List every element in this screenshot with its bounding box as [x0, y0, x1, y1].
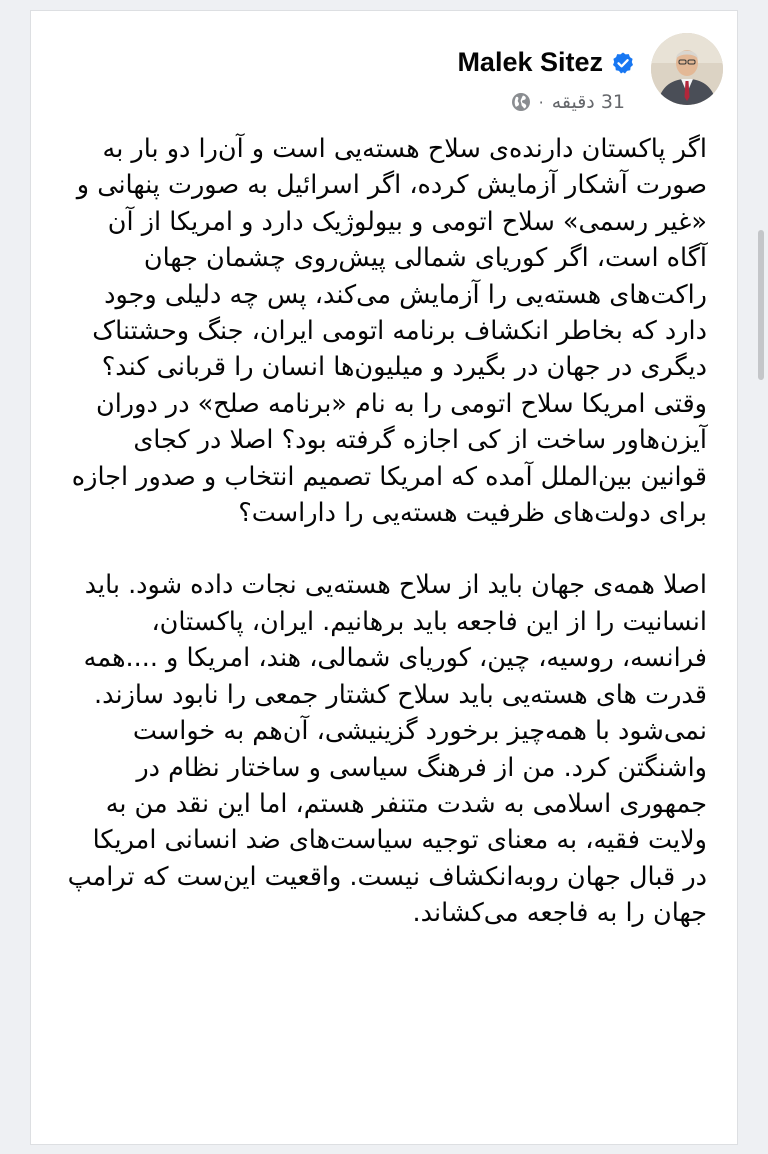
post-card: [30, 10, 738, 1145]
verified-badge-icon: [611, 51, 635, 75]
globe-icon[interactable]: [511, 92, 531, 112]
scrollbar-thumb[interactable]: [758, 230, 764, 380]
post-meta: [511, 91, 625, 113]
author-name[interactable]: Malek Sitez: [457, 47, 603, 77]
post-paragraph-2: اصلا همه‌ی جهان باید از سلاح هسته‌یی نجات داده شود. باید انسانیت را از این فاجعه باید برهانیم. ایران، پاکستان، فرانسه، روسیه، چین، کوریای شمالی، هند، امریکا و ....همه قدرت های هسته‌یی باید سلاح کشتار جمعی را نابود سازند. نمی‌شود با همه‌چیز برخورد گزینیشی، آن‌هم به خواست واشنگتن کرد. من از فرهنگ سیاسی و ساختار نظام در جمهوری اسلامی به شدت متنفر هستم، اما این نقد من به ولایت فقیه، به معنای توجیه سیاست‌های ضد انسانی امریکا در قبال جهان روبه‌انکشاف نیست. واقعیت این‌ست که ترامپ جهان را به فاجعه می‌کشاند.: [67, 570, 707, 929]
avatar-photo: [651, 33, 723, 105]
post-body: [67, 131, 707, 932]
post-paragraph-1: اگر پاکستان دارنده‌ی سلاح هسته‌یی است و آن‌را دو بار به صورت آشکار آزمایش کرده، اگر اسرائیل به صورت پنهانی و «غیر رسمی» سلاح اتومی و بیولوژیک دارد و امریکا از آن آگاه است، اگر کوریای شمالی پیش‌روی چشمان جهان راکت‌های هسته‌یی را آزمایش می‌کند، پس چه دلیلی وجود دارد که بخاطر انکشاف برنامه اتومی ایران، جنگ وحشتناک دیگری در جهان در بگیرد و میلیون‌ها انسان را قربانی کند؟ وقتی امریکا سلاح اتومی را به نام «برنامه صلح» در دوران آیزن‌هاور ساخت از کی اجازه گرفته بود؟ اصلا در کجای قوانین بین‌الملل آمده که امریکا تصمیم انتخاب و صدور اجازه برای دولت‌های ظرفیت هسته‌یی را داراست؟: [71, 134, 707, 529]
profile-avatar[interactable]: [651, 33, 723, 105]
meta-separator: ·: [538, 92, 544, 112]
post-timestamp[interactable]: 31 دقیقه: [551, 91, 625, 113]
post-author: [457, 47, 635, 78]
